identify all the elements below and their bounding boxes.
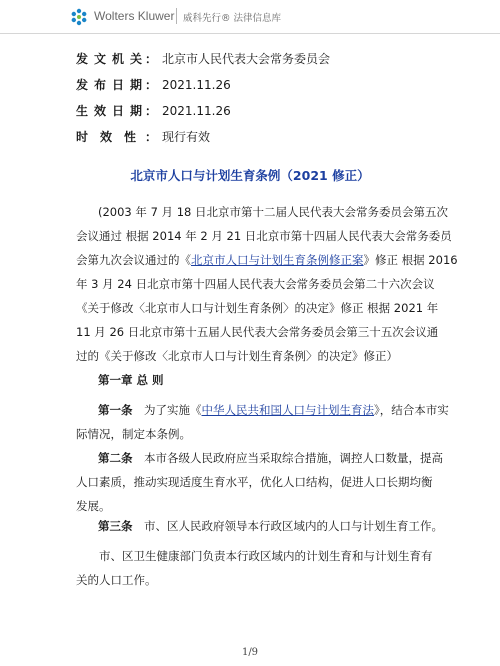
meta-label: 发布日期 (76, 78, 149, 92)
meta-colon: ： (145, 104, 158, 118)
preamble-paragraph (76, 200, 458, 368)
preamble-line: 年 3 月 24 日北京市第十四届人民代表大会常务委员会第二十六次会议 (76, 277, 435, 291)
article-line: 人口素质，推动实现适度生育水平，优化人口结构，促进人口长期均衡 (76, 475, 433, 489)
meta-label: 发文机关 (76, 52, 149, 66)
meta-label: 时 效 性 (76, 130, 137, 144)
brand-divider (176, 8, 177, 24)
article-label: 第二条 (98, 451, 133, 465)
article-2 (76, 446, 443, 518)
preamble-text: 》修正 根据 2016 (363, 253, 458, 267)
chapter-heading: 第一章 总 则 (98, 373, 164, 387)
article-text: 为了实施《 (132, 403, 202, 417)
national-law-link[interactable]: 中华人民共和国人口与计划生育法 (201, 403, 374, 417)
preamble-line: 《关于修改〈北京市人口与计划生育条例〉的决定》修正 根据 2021 年 (76, 301, 439, 315)
article-line (76, 446, 443, 470)
article-label: 第一条 (98, 403, 133, 417)
meta-colon: ： (145, 130, 158, 144)
article-label: 第三条 (98, 519, 133, 533)
preamble-line: (2003 年 7 月 18 日北京市第十二届人民代表大会常务委员会第五次 (98, 205, 448, 219)
article-line: 关的人口工作。 (76, 573, 157, 587)
page-number: 1/9 (241, 647, 259, 658)
document-title: 北京市人口与计划生育条例（2021 修正） (130, 168, 370, 183)
article-line: 发展。 (76, 499, 111, 513)
article-text: 》，结合本市实 (374, 403, 449, 417)
meta-value: 现行有效 (162, 130, 211, 144)
preamble-line (76, 248, 458, 272)
amendment-link[interactable]: 北京市人口与计划生育条例修正案 (191, 253, 364, 267)
meta-colon: ： (145, 78, 158, 92)
preamble-text: 会议通过 根据 2014 年 2 月 21 日北京市第十四届人民代表大会常务委员 (76, 229, 452, 243)
preamble-text: 会第九次会议通过的《 (76, 253, 191, 267)
preamble-line (76, 224, 452, 248)
wolters-kluwer-logo-icon (70, 8, 88, 26)
article-line (76, 514, 443, 538)
meta-colon: ： (145, 52, 158, 66)
article-3-paragraph-2 (76, 544, 432, 592)
preamble-line: 11 月 26 日北京市第十五届人民代表大会常务委员会第三十五次会议通 (76, 325, 439, 339)
header-divider (0, 33, 500, 34)
brand-name: Wolters Kluwer (94, 9, 175, 23)
article-text: 本市各级人民政府应当采取综合措施，调控人口数量，提高 (132, 451, 443, 465)
meta-value: 2021.11.26 (162, 104, 231, 118)
meta-value: 2021.11.26 (162, 78, 231, 92)
article-line: 际情况，制定本条例。 (76, 427, 191, 441)
meta-label: 生效日期 (76, 104, 149, 118)
article-line (76, 398, 449, 422)
meta-value: 北京市人民代表大会常务委员会 (162, 52, 331, 66)
article-3 (76, 514, 443, 538)
brand-subtitle: 威科先行® 法律信息库 (183, 13, 282, 24)
article-1 (76, 398, 449, 446)
article-text: 市、区人民政府领导本行政区域内的人口与计划生育工作。 (132, 519, 443, 533)
article-line: 市、区卫生健康部门负责本行政区域内的计划生育和与计划生育有 (76, 549, 433, 563)
page-header (0, 0, 500, 34)
preamble-line: 过的《关于修改〈北京市人口与计划生育条例〉的决定》修正） (76, 349, 398, 363)
